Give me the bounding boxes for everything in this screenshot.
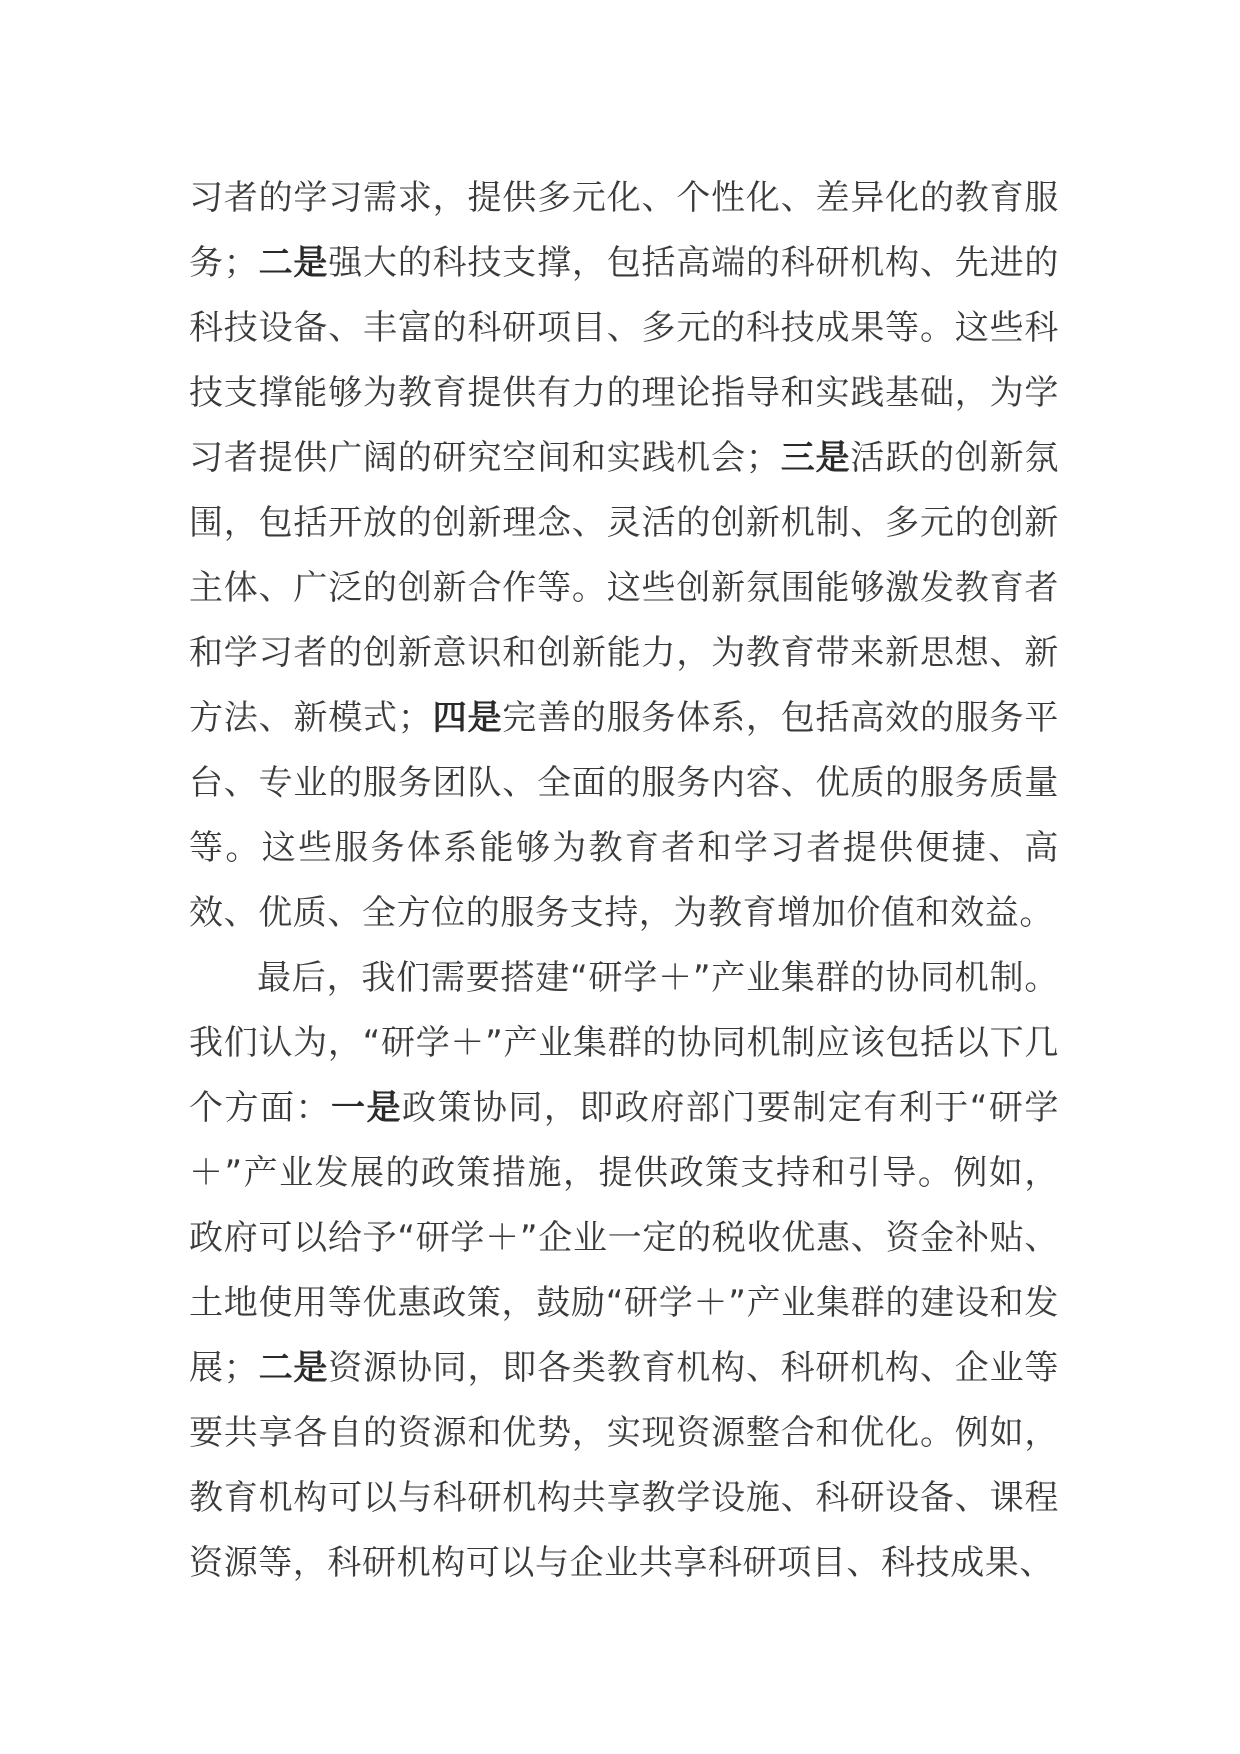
text-segment: 习者的学习需求，提供多元化、个性化、差异化的教育服务；: [189, 178, 1059, 283]
paragraph-2: [189, 946, 1059, 1596]
paragraph-1: [189, 166, 1059, 946]
keyword-ershi: 二是: [258, 1348, 329, 1388]
text-segment: 资源协同，即各类教育机构、科研机构、企业等要共享各自的资源和优势，实现资源整合和优化。例如，教育机构可以与科研机构共享教学设施、科研设备、课程资源等，科研机构可以与企业共享科研项目、科技成果、: [189, 1348, 1060, 1583]
text-segment: 活跃的创新氛围，包括开放的创新理念、灵活的创新机制、多元的创新主体、广泛的创新合作等。这些创新氛围能够激发教育者和学习者的创新意识和创新能力，为教育带来新思想、新方法、新模式；: [189, 438, 1059, 738]
keyword-sishi: 四是: [432, 698, 503, 738]
keyword-sanshi: 三是: [780, 438, 851, 478]
keyword-ershi: 二是: [258, 243, 329, 283]
keyword-yishi: 一是: [330, 1088, 402, 1128]
text-segment: 最后，我们需要搭建“研学＋”产业集群的协同机制。我们认为，“研学＋”产业集群的协同机制应该包括以下几个方面：: [189, 958, 1059, 1128]
text-segment: 强大的科技支撑，包括高端的科研机构、先进的科技设备、丰富的科研项目、多元的科技成果等。这些科技支撑能够为教育提供有力的理论指导和实践基础，为学习者提供广阔的研究空间和实践机会；: [189, 243, 1060, 478]
text-segment: 政策协同，即政府部门要制定有利于“研学＋”产业发展的政策措施，提供政策支持和引导。例如，政府可以给予“研学＋”企业一定的税收优惠、资金补贴、土地使用等优惠政策，鼓励“研学＋”产业集群的建设和发展；: [189, 1088, 1059, 1388]
document-body: [189, 166, 1059, 1596]
text-segment: 完善的服务体系，包括高效的服务平台、专业的服务团队、全面的服务内容、优质的服务质量等。这些服务体系能够为教育者和学习者提供便捷、高效、优质、全方位的服务支持，为教育增加价值和效益。: [189, 698, 1059, 933]
